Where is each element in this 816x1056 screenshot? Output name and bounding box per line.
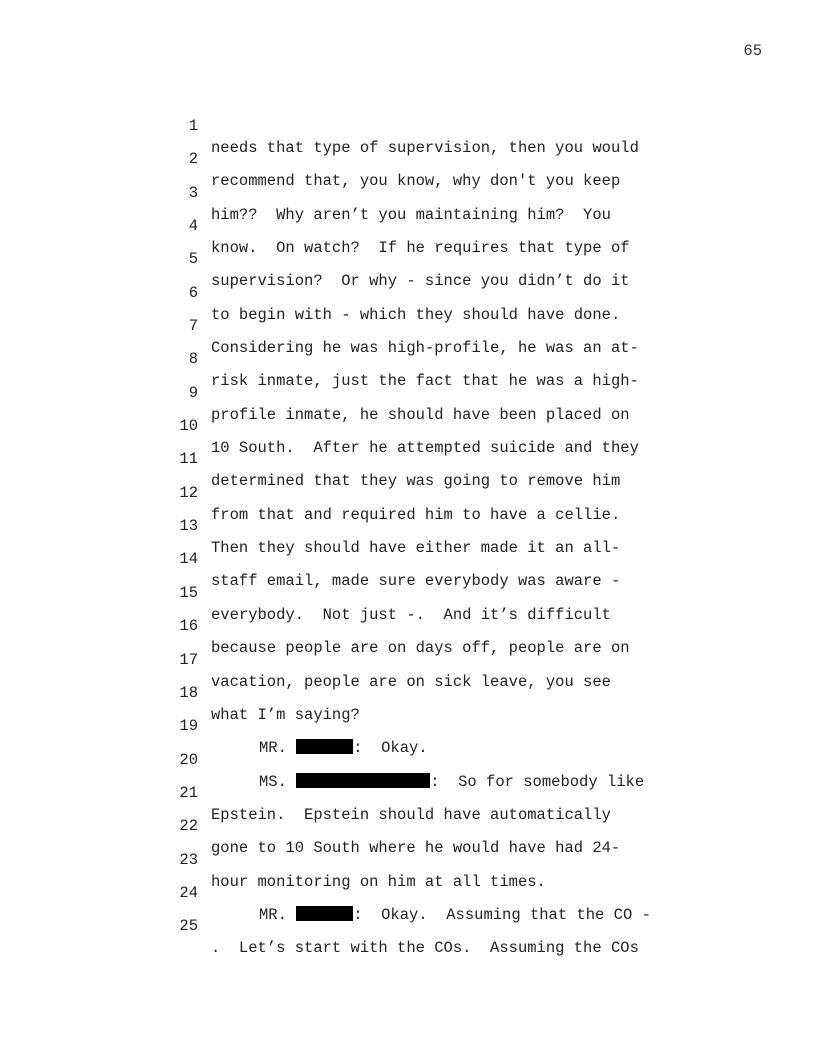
speaker-title: MR.	[259, 739, 287, 758]
line-text: 10 South. After he attempted suicide and they	[211, 439, 639, 458]
line-text: recommend that, you know, why don't you keep	[211, 172, 621, 191]
line-text: staff email, made sure everybody was aware -	[211, 572, 621, 591]
line-number: 10	[179, 417, 198, 436]
line-text: to begin with - which they should have done.	[211, 305, 621, 324]
line-text: him?? Why aren’t you maintaining him? You	[211, 205, 611, 224]
transcript-line	[0, 493, 816, 558]
transcript-line	[0, 293, 816, 358]
speaker-line	[0, 727, 816, 791]
transcript-line	[0, 260, 816, 324]
transcript-line	[0, 760, 816, 824]
line-number: 9	[188, 383, 198, 402]
transcript-line	[0, 793, 816, 858]
line-number: 13	[179, 517, 198, 536]
transcript-line	[0, 660, 816, 724]
line-text: gone to 10 South where he would have had 24-	[211, 839, 621, 858]
line-text: needs that type of supervision, then you would	[211, 139, 639, 157]
transcript-line	[0, 460, 816, 524]
line-text: what I’m saying?	[211, 705, 360, 724]
line-text: vacation, people are on sick leave, you see	[211, 672, 611, 691]
line-text: supervision? Or why - since you didn’t do it	[211, 272, 630, 291]
transcript-line	[0, 526, 816, 591]
line-text: everybody. Not just -. And it’s difficult	[211, 605, 611, 624]
line-number: 8	[188, 350, 198, 369]
transcript-line	[0, 360, 816, 424]
line-number: 3	[188, 183, 198, 202]
line-text: hour monitoring on him at all times.	[211, 872, 546, 891]
line-number: 17	[179, 650, 198, 669]
line-number: 23	[179, 850, 198, 869]
transcript-line	[0, 593, 816, 658]
line-number: 19	[179, 717, 198, 736]
speaker-utterance: : Okay.	[353, 739, 428, 758]
speaker-title: MS.	[259, 772, 287, 791]
line-text: . Let’s start with the COs. Assuming the COs	[211, 939, 639, 958]
line-number: 11	[179, 450, 198, 469]
transcript-line	[0, 893, 816, 958]
speaker-title: MR.	[259, 905, 287, 924]
line-number: 16	[179, 617, 198, 636]
transcript-line	[0, 426, 816, 491]
line-number: 6	[188, 283, 198, 302]
line-number: 22	[179, 817, 198, 836]
speaker-utterance: : So for somebody like	[430, 772, 645, 791]
line-text: because people are on days off, people are on	[211, 639, 630, 658]
line-number: 4	[188, 217, 198, 236]
line-number: 12	[179, 483, 198, 502]
line-number: 1	[188, 117, 198, 135]
line-number: 20	[179, 750, 198, 769]
transcript-line	[0, 93, 816, 157]
line-number: 21	[179, 783, 198, 802]
line-text: profile inmate, he should have been placed on	[211, 405, 630, 424]
transcript-line	[0, 393, 816, 458]
transcript-line	[0, 193, 816, 258]
transcript-line	[0, 326, 816, 391]
line-number: 5	[188, 250, 198, 269]
transcript-body	[0, 93, 816, 958]
line-text: know. On watch? If he requires that type of	[211, 239, 630, 258]
line-number: 15	[179, 583, 198, 602]
transcript-line	[0, 126, 816, 191]
page-number: 65	[743, 42, 762, 60]
transcript-line	[0, 160, 816, 224]
line-number: 18	[179, 683, 198, 702]
line-number: 14	[179, 550, 198, 569]
speaker-line	[0, 693, 816, 758]
transcript-line	[0, 226, 816, 291]
transcript-line	[0, 560, 816, 624]
line-number: 2	[188, 150, 198, 169]
line-text: Then they should have either made it an all-	[211, 539, 621, 558]
line-number: 24	[179, 883, 198, 902]
transcript-line	[0, 627, 816, 691]
line-text: Considering he was high-profile, he was an at-	[211, 339, 639, 358]
speaker-line	[0, 860, 816, 924]
line-text: Epstein. Epstein should have automatically	[211, 805, 611, 824]
speaker-utterance: : Okay. Assuming that the CO -	[353, 905, 651, 924]
line-text: determined that they was going to remove him	[211, 472, 621, 491]
line-number: 25	[179, 917, 198, 936]
line-text: risk inmate, just the fact that he was a high-	[211, 372, 639, 391]
transcript-line	[0, 827, 816, 891]
line-number: 7	[188, 317, 198, 336]
line-text: from that and required him to have a cellie.	[211, 505, 621, 524]
